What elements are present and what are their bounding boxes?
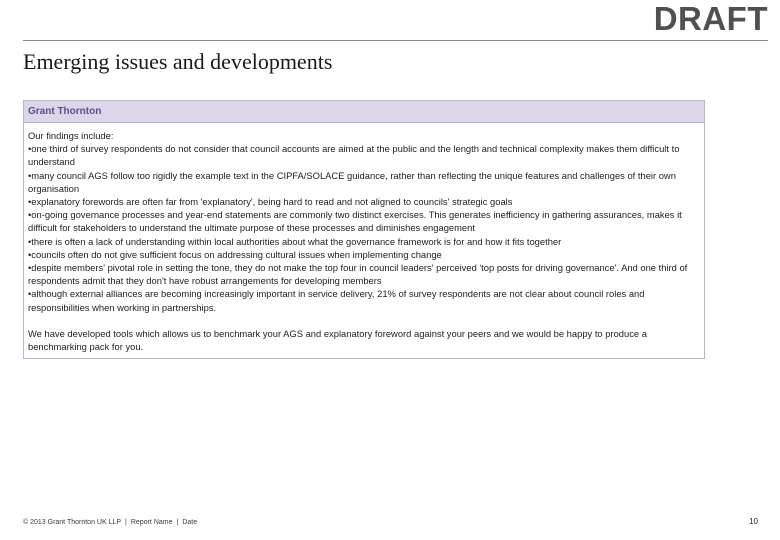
finding-item: •there is often a lack of understanding within local authorities about what the governance framework is for and how it fits together	[28, 235, 562, 247]
panel-heading: Grant Thornton	[24, 101, 704, 123]
footer-report-name: Report Name	[130, 519, 173, 526]
panel-body	[24, 123, 704, 358]
finding-item: •one third of survey respondents do not consider that council accounts are aimed at the public and the length and technical complexity makes them difficult to understand	[28, 143, 680, 168]
footer-info	[23, 518, 197, 528]
footer-separator: |	[176, 519, 179, 526]
finding-item: •although external alliances are becoming increasingly important in service delivery, 21% of survey respondents are not clear about council roles and responsibilities when working in partnerships.	[28, 288, 645, 313]
footer-separator: |	[125, 519, 127, 526]
findings-intro: Our findings include:	[28, 130, 114, 141]
finding-item: •many council AGS follow too rigidly the example text in the CIPFA/SOLACE guidance, rather than reflecting the unique features and challenges of their own organisation	[28, 169, 676, 194]
footer-date: Date	[182, 519, 198, 526]
finding-item: •on-going governance processes and year-end statements are commonly two distinct exercises. This generates inefficiency in gathering assurances, makes it difficult for stakeholders to understand the ultimate purpose of these processes and diminishes engagement	[28, 209, 682, 234]
closing-paragraph: We have developed tools which allows us to benchmark your AGS and explanatory foreword against your peers and we would be happy to produce a benchmarking pack for you.	[28, 327, 647, 353]
page-title: Emerging issues and developments	[23, 49, 333, 74]
header-divider	[23, 40, 768, 41]
draft-watermark: DRAFT	[653, 0, 768, 37]
findings-panel	[23, 100, 705, 359]
finding-item: •despite members' pivotal role in setting the tone, they do not make the top four in council leaders' perceived 'top posts for driving governance'. And one third of respondents admit that they don't have robust arrangements for developing members	[28, 262, 688, 287]
finding-item: •councils often do not give sufficient focus on addressing cultural issues when implementing change	[28, 248, 442, 260]
footer-copyright: © 2013 Grant Thornton UK LLP	[23, 519, 122, 526]
finding-item: •explanatory forewords are often far from 'explanatory', being hard to read and not aligned to councils' strategic goals	[28, 196, 513, 208]
page-number: 10	[749, 517, 758, 526]
